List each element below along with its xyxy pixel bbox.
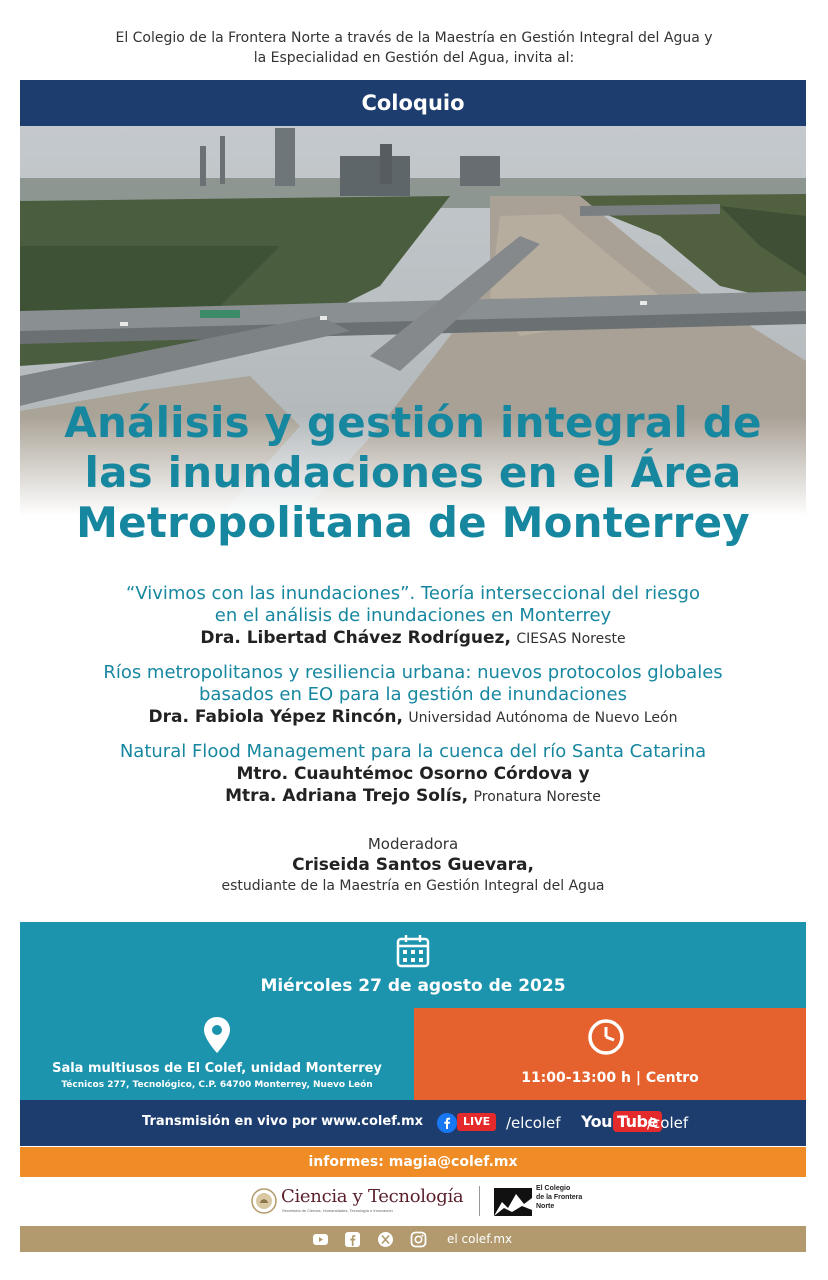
logos-row bbox=[20, 1182, 806, 1222]
talk-speaker bbox=[20, 706, 806, 729]
talk-title: “Vivimos con las inundaciones”. Teoría interseccional del riesgo bbox=[126, 583, 700, 604]
moderator-name: Criseida Santos Guevara, bbox=[292, 855, 534, 875]
facebook-icon[interactable] bbox=[437, 1113, 457, 1137]
talk-title: Natural Flood Management para la cuenca del río Santa Catarina bbox=[119, 741, 707, 762]
instagram-icon[interactable] bbox=[410, 1231, 427, 1248]
mexico-seal-icon bbox=[251, 1188, 277, 1219]
speaker-name: Mtro. Cuauhtémoc Osorno Córdova y bbox=[236, 764, 590, 784]
venue-name: Sala multiusos de El Colef, unidad Monterrey bbox=[52, 1061, 382, 1076]
speaker-affiliation: Universidad Autónoma de Nuevo León bbox=[408, 710, 678, 726]
speaker-name: Dra. Libertad Chávez Rodríguez, bbox=[200, 628, 511, 648]
colef-name-line: El Colegio bbox=[536, 1185, 571, 1192]
event-time: 11:00-13:00 h | Centro bbox=[521, 1070, 699, 1086]
title-line-2: las inundaciones en el Área bbox=[84, 448, 742, 497]
moderator-block bbox=[20, 834, 806, 896]
time-section bbox=[414, 1008, 806, 1100]
facebook-handle[interactable]: /elcolef bbox=[506, 1114, 561, 1132]
stream-section bbox=[20, 1100, 806, 1146]
talk-title: en el análisis de inundaciones en Monterrey bbox=[214, 605, 612, 626]
coloquio-banner: Coloquio bbox=[20, 80, 806, 126]
colef-logo-icon bbox=[494, 1188, 532, 1221]
talk-speaker bbox=[20, 763, 806, 785]
ciencia-tecnologia-subtitle: Secretaría de Ciencia, Humanidades, Tecnología e Innovación bbox=[282, 1208, 393, 1213]
speaker-name: Dra. Fabiola Yépez Rincón, bbox=[148, 707, 403, 727]
youtube-you: You bbox=[581, 1112, 612, 1131]
youtube-tube: Tube bbox=[613, 1111, 662, 1132]
ciencia-tecnologia-logo: Ciencia y Tecnología bbox=[281, 1186, 464, 1207]
youtube-icon[interactable] bbox=[312, 1231, 329, 1248]
speaker-affiliation: CIESAS Noreste bbox=[516, 631, 626, 647]
facebook-icon[interactable] bbox=[344, 1231, 361, 1248]
intro-line-2: la Especialidad en Gestión del Agua, invita al: bbox=[253, 50, 575, 66]
moderator-description: estudiante de la Maestría en Gestión Integral del Agua bbox=[221, 878, 605, 894]
youtube-handle[interactable]: /colef bbox=[647, 1114, 689, 1132]
talk-speaker bbox=[20, 627, 806, 650]
info-bar[interactable]: informes: magia@colef.mx bbox=[20, 1147, 806, 1177]
footer-bar bbox=[20, 1226, 806, 1252]
logo-divider bbox=[479, 1186, 480, 1216]
speaker-name: Mtra. Adriana Trejo Solís, bbox=[225, 786, 469, 806]
talk-speaker bbox=[20, 785, 806, 808]
colef-logo-name bbox=[536, 1184, 586, 1211]
title-line-3: Metropolitana de Monterrey bbox=[76, 498, 750, 547]
date-section bbox=[20, 922, 806, 1008]
calendar-icon bbox=[396, 934, 430, 973]
intro-text bbox=[0, 28, 828, 68]
venue-section bbox=[20, 1008, 414, 1100]
venue-address: Técnicos 277, Tecnológico, C.P. 64700 Monterrey, Nuevo León bbox=[61, 1080, 373, 1090]
talk-item bbox=[20, 583, 806, 650]
title-line-1: Análisis y gestión integral de bbox=[64, 398, 762, 447]
talks-list bbox=[20, 583, 806, 820]
stream-text: Transmisión en vivo por www.colef.mx bbox=[142, 1114, 424, 1129]
talk-item bbox=[20, 741, 806, 808]
x-icon[interactable] bbox=[377, 1231, 394, 1248]
talk-title: Ríos metropolitanos y resiliencia urbana: nuevos protocolos globales bbox=[103, 662, 723, 683]
clock-icon bbox=[587, 1018, 625, 1061]
live-badge: LIVE bbox=[457, 1113, 496, 1131]
event-title bbox=[20, 398, 806, 548]
location-pin-icon bbox=[203, 1016, 231, 1059]
colef-name-line: Norte bbox=[536, 1203, 555, 1210]
talk-title: basados en EO para la gestión de inundaciones bbox=[199, 684, 627, 705]
event-date: Miércoles 27 de agosto de 2025 bbox=[260, 976, 566, 996]
intro-line-1: El Colegio de la Frontera Norte a través de la Maestría en Gestión Integral del Agua y bbox=[115, 30, 713, 46]
talk-item bbox=[20, 662, 806, 729]
website-link[interactable]: el colef.mx bbox=[447, 1232, 513, 1246]
speaker-affiliation: Pronatura Noreste bbox=[473, 789, 601, 805]
moderator-label: Moderadora bbox=[367, 835, 459, 853]
colef-name-line: de la Frontera bbox=[536, 1194, 583, 1201]
